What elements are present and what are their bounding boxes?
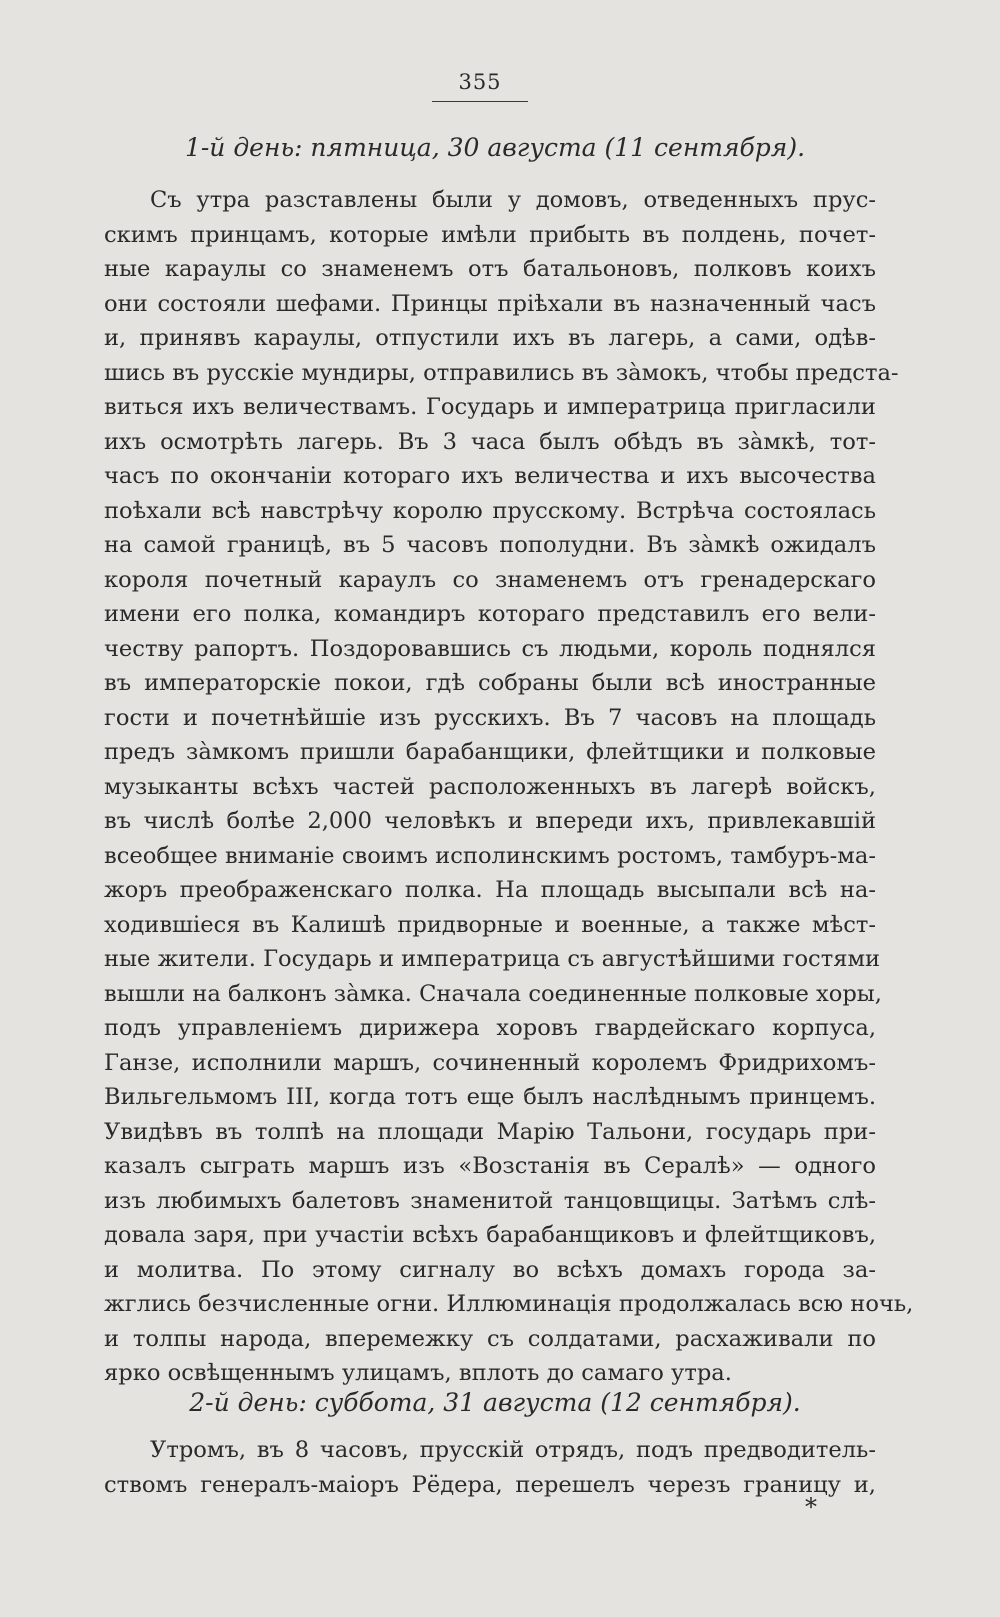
text-line: Вильгельмомъ III, когда тотъ еще былъ наслѣднымъ принцемъ. bbox=[104, 1084, 876, 1110]
paragraph-day-2 bbox=[104, 1433, 876, 1502]
text-line: музыканты всѣхъ частей расположенныхъ въ лагерѣ войскъ, bbox=[104, 773, 876, 800]
text-line: честву рапортъ. Поздоровавшись съ людьми, король поднялся bbox=[104, 635, 876, 662]
text-line: подъ управленіемъ дирижера хоровъ гвардейскаго корпуса, bbox=[104, 1015, 876, 1041]
text-line: изъ любимыхъ балетовъ знаменитой танцовщицы. Затѣмъ слѣ- bbox=[104, 1187, 876, 1214]
text-line: ствомъ генералъ-маіоръ Рёдера, перешелъ черезъ границу и, bbox=[104, 1471, 876, 1498]
text-line: шись въ русскіе мундиры, отправились въ зàмокъ, чтобы предста- bbox=[104, 359, 899, 386]
text-line: имени его полка, командиръ котораго представилъ его вели- bbox=[104, 601, 876, 627]
page-number-rule bbox=[432, 101, 528, 102]
text-line: скимъ принцамъ, которые имѣли прибыть въ полдень, почет- bbox=[104, 221, 876, 248]
section-heading-day-1: 1-й день: пятница, 30 августа (11 сентября). bbox=[184, 133, 806, 162]
text-line: ные жители. Государь и императрица съ августѣйшими гостями bbox=[104, 946, 881, 972]
text-line: Съ утра разставлены были у домовъ, отведенныхъ прус- bbox=[150, 187, 876, 213]
text-line: Утромъ, въ 8 часовъ, прусскій отрядъ, подъ предводитель- bbox=[150, 1437, 876, 1463]
text-line: довала заря, при участіи всѣхъ барабанщиковъ и флейтщиковъ, bbox=[104, 1222, 876, 1248]
text-line: казалъ сыграть маршъ изъ «Возстанія въ Сералѣ» — одного bbox=[104, 1153, 876, 1179]
text-line: въ числѣ болѣе 2,000 человѣкъ и впереди ихъ, привлекавшій bbox=[104, 808, 876, 834]
text-line: вышли на балконъ зàмка. Сначала соединенные полковые хоры, bbox=[104, 980, 882, 1007]
text-line: виться ихъ величествамъ. Государь и императрица пригласили bbox=[104, 394, 876, 420]
text-line: Ганзе, исполнили маршъ, сочиненный королемъ Фридрихомъ- bbox=[104, 1049, 876, 1076]
text-line: гости и почетнѣйшіе изъ русскихъ. Въ 7 часовъ на площадь bbox=[104, 704, 876, 731]
text-line: въ императорскіе покои, гдѣ собраны были всѣ иностранные bbox=[104, 670, 876, 696]
text-line: жглись безчисленные огни. Иллюминація продолжалась всю ночь, bbox=[104, 1291, 914, 1317]
text-line: ные караулы со знаменемъ отъ батальоновъ, полковъ коихъ bbox=[104, 256, 876, 282]
text-line: ярко освѣщеннымъ улицамъ, вплоть до самаго утра. bbox=[104, 1360, 732, 1386]
text-line: и, принявъ караулы, отпустили ихъ въ лагерь, а сами, одѣв- bbox=[104, 325, 876, 351]
text-line: предъ зàмкомъ пришли барабанщики, флейтщики и полковые bbox=[104, 739, 876, 765]
text-line: всеобщее вниманіе своимъ исполинскимъ ростомъ, тамбуръ-ма- bbox=[104, 842, 876, 869]
text-line: они состояли шефами. Принцы пріѣхали въ назначенный часъ bbox=[104, 290, 876, 317]
text-line: и толпы народа, вперемежку съ солдатами, расхаживали по bbox=[104, 1325, 876, 1352]
section-heading-day-2: 2-й день: суббота, 31 августа (12 сентября). bbox=[189, 1388, 801, 1417]
text-line: и молитва. По этому сигналу во всѣхъ домахъ города за- bbox=[104, 1256, 876, 1283]
text-line: ходившіеся въ Калишѣ придворные и военные, а также мѣст- bbox=[104, 911, 876, 938]
text-line: ихъ осмотрѣть лагерь. Въ 3 часа былъ обѣдъ въ зàмкѣ, тот- bbox=[104, 428, 876, 455]
text-line: на самой границѣ, въ 5 часовъ пополудни. Въ зàмкѣ ожидалъ bbox=[104, 532, 876, 558]
text-line: часъ по окончаніи котораго ихъ величества и ихъ высочества bbox=[104, 463, 876, 489]
page-number: 355 bbox=[458, 70, 502, 94]
paragraph-day-1 bbox=[104, 183, 914, 1391]
text-line: поѣхали всѣ навстрѣчу королю прусскому. Встрѣча состоялась bbox=[104, 497, 876, 524]
text-line: жоръ преображенскаго полка. На площадь высыпали всѣ на- bbox=[104, 877, 876, 903]
footnote-mark: * bbox=[805, 1493, 817, 1521]
text-line: Увидѣвъ въ толпѣ на площади Марію Тальони, государь при- bbox=[104, 1118, 876, 1145]
text-line: короля почетный караулъ со знаменемъ отъ гренадерскаго bbox=[104, 566, 876, 593]
